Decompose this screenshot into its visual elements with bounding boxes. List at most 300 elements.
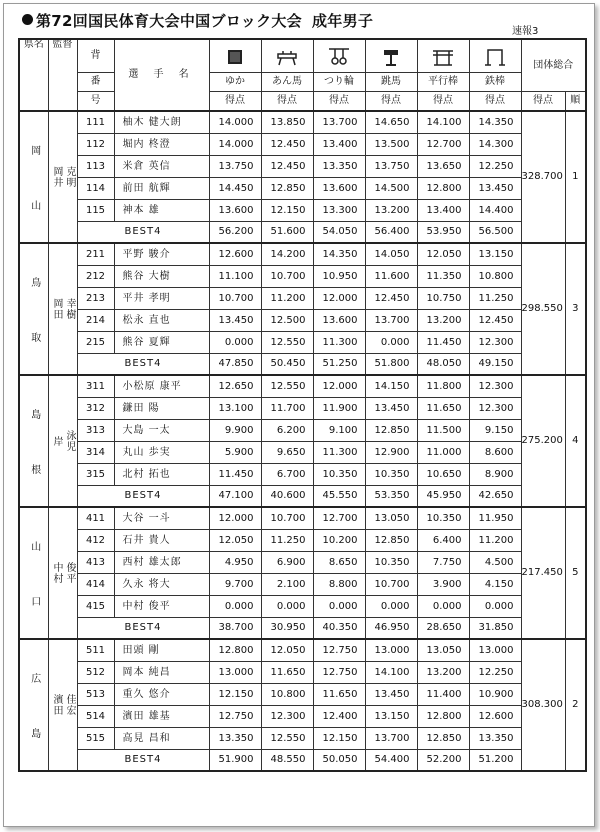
event-score: 0.000 — [469, 596, 521, 618]
high-bar-icon — [483, 48, 507, 66]
event-score: 0.000 — [365, 596, 417, 618]
event-score: 9.100 — [313, 420, 365, 442]
bib-number: 214 — [77, 310, 114, 332]
event-score: 10.350 — [365, 464, 417, 486]
event-score: 14.350 — [469, 111, 521, 134]
athlete-name: 平野 駿介 — [114, 243, 209, 266]
best4-row — [19, 750, 586, 772]
event-score: 12.550 — [261, 375, 313, 398]
score-header: 得点 — [209, 92, 261, 111]
event-score: 6.700 — [261, 464, 313, 486]
score-header: 得点 — [261, 92, 313, 111]
table-row — [19, 266, 586, 288]
bib-number: 315 — [77, 464, 114, 486]
event-score: 12.800 — [417, 706, 469, 728]
athlete-name: 小松原 康平 — [114, 375, 209, 398]
event-score: 14.350 — [313, 243, 365, 266]
event-score: 13.450 — [365, 398, 417, 420]
team-rank: 1 — [565, 111, 586, 243]
event-score: 13.600 — [313, 310, 365, 332]
coach-given-name: 佳宏 — [64, 694, 75, 716]
event-highbar-label: 鉄棒 — [469, 73, 521, 92]
athlete-name: 中村 俊平 — [114, 596, 209, 618]
event-score: 12.700 — [417, 134, 469, 156]
best4-score: 45.550 — [313, 486, 365, 508]
best4-score: 49.150 — [469, 354, 521, 376]
team-rank: 4 — [565, 375, 586, 507]
event-score: 11.800 — [417, 375, 469, 398]
coach-given-name: 泳児 — [64, 430, 75, 452]
table-row — [19, 178, 586, 200]
event-score: 12.800 — [417, 178, 469, 200]
best4-score: 42.650 — [469, 486, 521, 508]
event-score: 12.750 — [313, 639, 365, 662]
event-score: 10.800 — [261, 684, 313, 706]
bib-number: 412 — [77, 530, 114, 552]
event-score: 13.750 — [365, 156, 417, 178]
best4-score: 51.800 — [365, 354, 417, 376]
prefecture-char: 鳥 — [28, 276, 40, 287]
page-title — [22, 10, 373, 31]
report-label: 速報3 — [512, 26, 539, 37]
event-score: 11.900 — [313, 398, 365, 420]
event-score: 10.900 — [469, 684, 521, 706]
team-total-score: 308.300 — [521, 639, 565, 771]
header-row-2 — [19, 73, 586, 92]
rank-header: 順 — [565, 92, 586, 111]
event-score: 11.600 — [365, 266, 417, 288]
event-score: 8.800 — [313, 574, 365, 596]
score-header: 得点 — [469, 92, 521, 111]
header-prefecture-ken: 県名 — [23, 39, 44, 50]
prefecture-char: 山 — [28, 199, 40, 210]
event-score: 12.300 — [261, 706, 313, 728]
athlete-name: 西村 雄太郎 — [114, 552, 209, 574]
event-score: 13.700 — [313, 111, 365, 134]
athlete-name: 高見 昌和 — [114, 728, 209, 750]
event-score: 10.350 — [365, 552, 417, 574]
table-row — [19, 662, 586, 684]
athlete-name: 前田 航輝 — [114, 178, 209, 200]
event-score: 4.950 — [209, 552, 261, 574]
bib-number: 313 — [77, 420, 114, 442]
best4-score: 53.950 — [417, 222, 469, 244]
best4-score: 50.050 — [313, 750, 365, 772]
event-score: 0.000 — [209, 332, 261, 354]
table-row — [19, 134, 586, 156]
best4-score: 40.350 — [313, 618, 365, 640]
event-score: 12.400 — [313, 706, 365, 728]
coach-given-name: 俊平 — [64, 562, 75, 584]
event-score: 12.150 — [313, 728, 365, 750]
event-score: 12.250 — [469, 662, 521, 684]
event-score: 14.100 — [417, 111, 469, 134]
event-score: 3.900 — [417, 574, 469, 596]
event-icon-cell-floor — [209, 39, 261, 73]
table-row — [19, 375, 586, 398]
table-row — [19, 200, 586, 222]
best4-score: 48.550 — [261, 750, 313, 772]
team-rank: 3 — [565, 243, 586, 375]
event-score: 12.700 — [313, 507, 365, 530]
event-score: 13.350 — [209, 728, 261, 750]
bib-number: 213 — [77, 288, 114, 310]
event-score: 14.050 — [365, 243, 417, 266]
rings-icon — [327, 48, 351, 66]
event-score: 11.450 — [209, 464, 261, 486]
bib-number: 112 — [77, 134, 114, 156]
event-score: 12.600 — [209, 243, 261, 266]
event-icon-cell-vault — [365, 39, 417, 73]
event-score: 13.400 — [313, 134, 365, 156]
event-score: 13.700 — [365, 728, 417, 750]
event-score: 13.200 — [417, 662, 469, 684]
header-prefecture — [19, 39, 48, 111]
pommel-horse-icon — [275, 48, 299, 66]
event-score: 10.350 — [313, 464, 365, 486]
header-row-3 — [19, 92, 586, 111]
coach-cell — [48, 243, 77, 375]
event-score: 12.600 — [469, 706, 521, 728]
event-score: 12.050 — [417, 243, 469, 266]
event-score: 12.000 — [313, 375, 365, 398]
table-row — [19, 398, 586, 420]
event-score: 13.500 — [365, 134, 417, 156]
best4-score: 47.850 — [209, 354, 261, 376]
best4-score: 48.050 — [417, 354, 469, 376]
coach-given-name: 克明 — [64, 166, 75, 188]
bib-number: 415 — [77, 596, 114, 618]
event-score: 14.650 — [365, 111, 417, 134]
title-main: 第72回国民体育大会中国ブロック大会 — [36, 12, 302, 30]
coach-surname: 岡田 — [51, 298, 62, 320]
best4-score: 28.650 — [417, 618, 469, 640]
best4-score: 51.250 — [313, 354, 365, 376]
team-rank: 2 — [565, 639, 586, 771]
event-score: 13.150 — [469, 243, 521, 266]
coach-surname: 岸 — [51, 435, 62, 447]
bib-number: 312 — [77, 398, 114, 420]
best4-score: 52.200 — [417, 750, 469, 772]
header-bib-1: 背 — [77, 39, 114, 73]
table-row — [19, 442, 586, 464]
event-score: 14.400 — [469, 200, 521, 222]
parallel-bars-icon — [431, 48, 455, 66]
table-row — [19, 156, 586, 178]
best4-score: 51.900 — [209, 750, 261, 772]
best4-score: 46.950 — [365, 618, 417, 640]
prefecture-char: 口 — [28, 595, 40, 606]
best4-label: BEST4 — [77, 486, 209, 508]
table-row — [19, 728, 586, 750]
event-score: 13.200 — [417, 310, 469, 332]
event-score: 9.900 — [209, 420, 261, 442]
athlete-name: 田頭 剛 — [114, 639, 209, 662]
bib-number: 115 — [77, 200, 114, 222]
athlete-name: 大谷 一斗 — [114, 507, 209, 530]
team-total-score: 217.450 — [521, 507, 565, 639]
table-row — [19, 574, 586, 596]
table-row — [19, 684, 586, 706]
team-score-header: 得点 — [521, 92, 565, 111]
best4-row — [19, 486, 586, 508]
coach-surname: 中村 — [51, 562, 62, 584]
coach-cell — [48, 507, 77, 639]
event-score: 12.000 — [209, 507, 261, 530]
best4-score: 38.700 — [209, 618, 261, 640]
event-score: 14.100 — [365, 662, 417, 684]
bib-number: 311 — [77, 375, 114, 398]
event-score: 12.050 — [209, 530, 261, 552]
results-table — [18, 38, 587, 772]
event-score: 0.000 — [313, 596, 365, 618]
event-score: 13.350 — [469, 728, 521, 750]
event-score: 12.250 — [469, 156, 521, 178]
event-score: 11.650 — [313, 684, 365, 706]
bib-number: 512 — [77, 662, 114, 684]
header-coach-label: 監督 — [52, 39, 73, 50]
event-score: 12.550 — [261, 332, 313, 354]
coach-cell — [48, 639, 77, 771]
athlete-name: 米倉 英信 — [114, 156, 209, 178]
bib-number: 212 — [77, 266, 114, 288]
bib-number: 514 — [77, 706, 114, 728]
event-score: 12.900 — [365, 442, 417, 464]
athlete-name: 松永 直也 — [114, 310, 209, 332]
bib-number: 113 — [77, 156, 114, 178]
bib-number: 114 — [77, 178, 114, 200]
event-score: 14.000 — [209, 111, 261, 134]
event-score: 13.650 — [417, 156, 469, 178]
event-score: 8.900 — [469, 464, 521, 486]
event-score: 12.300 — [469, 398, 521, 420]
event-score: 12.300 — [469, 332, 521, 354]
event-score: 10.700 — [209, 288, 261, 310]
event-score: 13.000 — [209, 662, 261, 684]
floor-icon — [223, 48, 247, 66]
coach-surname: 岡井 — [51, 166, 62, 188]
table-row — [19, 420, 586, 442]
event-score: 13.350 — [313, 156, 365, 178]
bib-number: 413 — [77, 552, 114, 574]
event-score: 13.450 — [469, 178, 521, 200]
event-score: 10.800 — [469, 266, 521, 288]
best4-label: BEST4 — [77, 354, 209, 376]
event-score: 6.400 — [417, 530, 469, 552]
best4-row — [19, 354, 586, 376]
best4-row — [19, 618, 586, 640]
table-row — [19, 288, 586, 310]
prefecture-cell — [19, 243, 48, 375]
event-icon-cell-pommel — [261, 39, 313, 73]
event-score: 0.000 — [365, 332, 417, 354]
event-score: 13.750 — [209, 156, 261, 178]
bib-number: 314 — [77, 442, 114, 464]
best4-score: 51.200 — [469, 750, 521, 772]
coach-cell — [48, 111, 77, 243]
event-score: 13.450 — [365, 684, 417, 706]
event-score: 12.750 — [313, 662, 365, 684]
best4-score: 51.600 — [261, 222, 313, 244]
event-score: 4.500 — [469, 552, 521, 574]
event-parallel-label: 平行棒 — [417, 73, 469, 92]
event-score: 13.450 — [209, 310, 261, 332]
coach-given-name: 幸樹 — [64, 298, 75, 320]
prefecture-char: 島 — [28, 727, 40, 738]
header-bib-2: 番 — [77, 73, 114, 92]
event-score: 13.200 — [365, 200, 417, 222]
table-row — [19, 596, 586, 618]
athlete-name: 平井 孝明 — [114, 288, 209, 310]
event-score: 10.700 — [261, 266, 313, 288]
event-score: 13.050 — [417, 639, 469, 662]
event-score: 0.000 — [261, 596, 313, 618]
event-score: 12.450 — [469, 310, 521, 332]
event-score: 12.550 — [261, 728, 313, 750]
athlete-name: 熊谷 大樹 — [114, 266, 209, 288]
best4-score: 31.850 — [469, 618, 521, 640]
event-score: 6.200 — [261, 420, 313, 442]
score-header: 得点 — [417, 92, 469, 111]
bib-number: 111 — [77, 111, 114, 134]
event-score: 12.750 — [209, 706, 261, 728]
event-score: 11.100 — [209, 266, 261, 288]
event-score: 13.600 — [209, 200, 261, 222]
event-score: 13.000 — [469, 639, 521, 662]
event-score: 10.700 — [261, 507, 313, 530]
coach-cell — [48, 375, 77, 507]
event-score: 11.650 — [417, 398, 469, 420]
vault-icon — [379, 48, 403, 66]
best4-score: 56.500 — [469, 222, 521, 244]
athlete-name: 熊谷 夏輝 — [114, 332, 209, 354]
event-score: 11.250 — [261, 530, 313, 552]
bib-number: 511 — [77, 639, 114, 662]
event-score: 11.500 — [417, 420, 469, 442]
event-score: 12.050 — [261, 639, 313, 662]
event-icon-cell-highbar — [469, 39, 521, 73]
athlete-name: 石井 貴人 — [114, 530, 209, 552]
team-rank: 5 — [565, 507, 586, 639]
event-score: 13.050 — [365, 507, 417, 530]
table-row — [19, 111, 586, 134]
team-total-score: 328.700 — [521, 111, 565, 243]
best4-score: 54.050 — [313, 222, 365, 244]
event-score: 11.450 — [417, 332, 469, 354]
bib-number: 411 — [77, 507, 114, 530]
event-score: 12.800 — [209, 639, 261, 662]
event-score: 10.350 — [417, 507, 469, 530]
event-score: 11.400 — [417, 684, 469, 706]
athlete-name: 岡本 純昌 — [114, 662, 209, 684]
athlete-name: 重久 悠介 — [114, 684, 209, 706]
bullet-icon — [22, 14, 33, 25]
table-row — [19, 552, 586, 574]
best4-score: 40.600 — [261, 486, 313, 508]
event-score: 13.850 — [261, 111, 313, 134]
event-score: 10.650 — [417, 464, 469, 486]
table-row — [19, 530, 586, 552]
event-score: 12.850 — [261, 178, 313, 200]
bib-number: 515 — [77, 728, 114, 750]
athlete-name: 柚木 健大朗 — [114, 111, 209, 134]
table-row — [19, 464, 586, 486]
title-category: 成年男子 — [311, 12, 374, 30]
best4-score: 45.950 — [417, 486, 469, 508]
event-score: 11.300 — [313, 332, 365, 354]
prefecture-char: 岡 — [28, 144, 40, 155]
athlete-name: 大島 一太 — [114, 420, 209, 442]
bib-number: 211 — [77, 243, 114, 266]
event-floor-label: ゆか — [209, 73, 261, 92]
event-score: 11.200 — [469, 530, 521, 552]
best4-score: 50.450 — [261, 354, 313, 376]
event-score: 13.150 — [365, 706, 417, 728]
prefecture-cell — [19, 375, 48, 507]
event-score: 12.450 — [365, 288, 417, 310]
table-row — [19, 507, 586, 530]
athlete-name: 北村 拓也 — [114, 464, 209, 486]
event-score: 13.000 — [365, 639, 417, 662]
event-score: 12.850 — [417, 728, 469, 750]
best4-label: BEST4 — [77, 618, 209, 640]
event-score: 10.700 — [365, 574, 417, 596]
event-score: 8.600 — [469, 442, 521, 464]
athlete-name: 丸山 歩実 — [114, 442, 209, 464]
event-score: 6.900 — [261, 552, 313, 574]
table-row — [19, 639, 586, 662]
event-score: 4.150 — [469, 574, 521, 596]
event-rings-label: つり輪 — [313, 73, 365, 92]
event-score: 12.150 — [261, 200, 313, 222]
event-score: 12.300 — [469, 375, 521, 398]
event-score: 12.450 — [261, 156, 313, 178]
coach-surname: 濱田 — [51, 694, 62, 716]
bib-number: 414 — [77, 574, 114, 596]
team-total-score: 275.200 — [521, 375, 565, 507]
event-score: 12.450 — [261, 134, 313, 156]
event-score: 13.700 — [365, 310, 417, 332]
event-score: 12.150 — [209, 684, 261, 706]
prefecture-char: 取 — [28, 331, 40, 342]
event-score: 11.200 — [261, 288, 313, 310]
best4-score: 56.200 — [209, 222, 261, 244]
best4-score: 47.100 — [209, 486, 261, 508]
prefecture-char: 広 — [28, 672, 40, 683]
event-score: 14.500 — [365, 178, 417, 200]
best4-score: 30.950 — [261, 618, 313, 640]
event-score: 13.100 — [209, 398, 261, 420]
prefecture-char: 根 — [28, 463, 40, 474]
prefecture-char: 山 — [28, 540, 40, 551]
event-score: 14.150 — [365, 375, 417, 398]
event-score: 0.000 — [417, 596, 469, 618]
event-score: 10.200 — [313, 530, 365, 552]
event-score: 12.650 — [209, 375, 261, 398]
athlete-name: 堀内 柊澄 — [114, 134, 209, 156]
event-score: 13.600 — [313, 178, 365, 200]
header-athlete: 選 手 名 — [114, 39, 209, 111]
header-row-1 — [19, 39, 586, 73]
event-vault-label: 跳馬 — [365, 73, 417, 92]
event-score: 12.500 — [261, 310, 313, 332]
event-score: 11.650 — [261, 662, 313, 684]
event-score: 9.650 — [261, 442, 313, 464]
table-row — [19, 310, 586, 332]
event-score: 9.150 — [469, 420, 521, 442]
header-team-total: 団体総合 — [521, 39, 586, 92]
event-score: 14.200 — [261, 243, 313, 266]
